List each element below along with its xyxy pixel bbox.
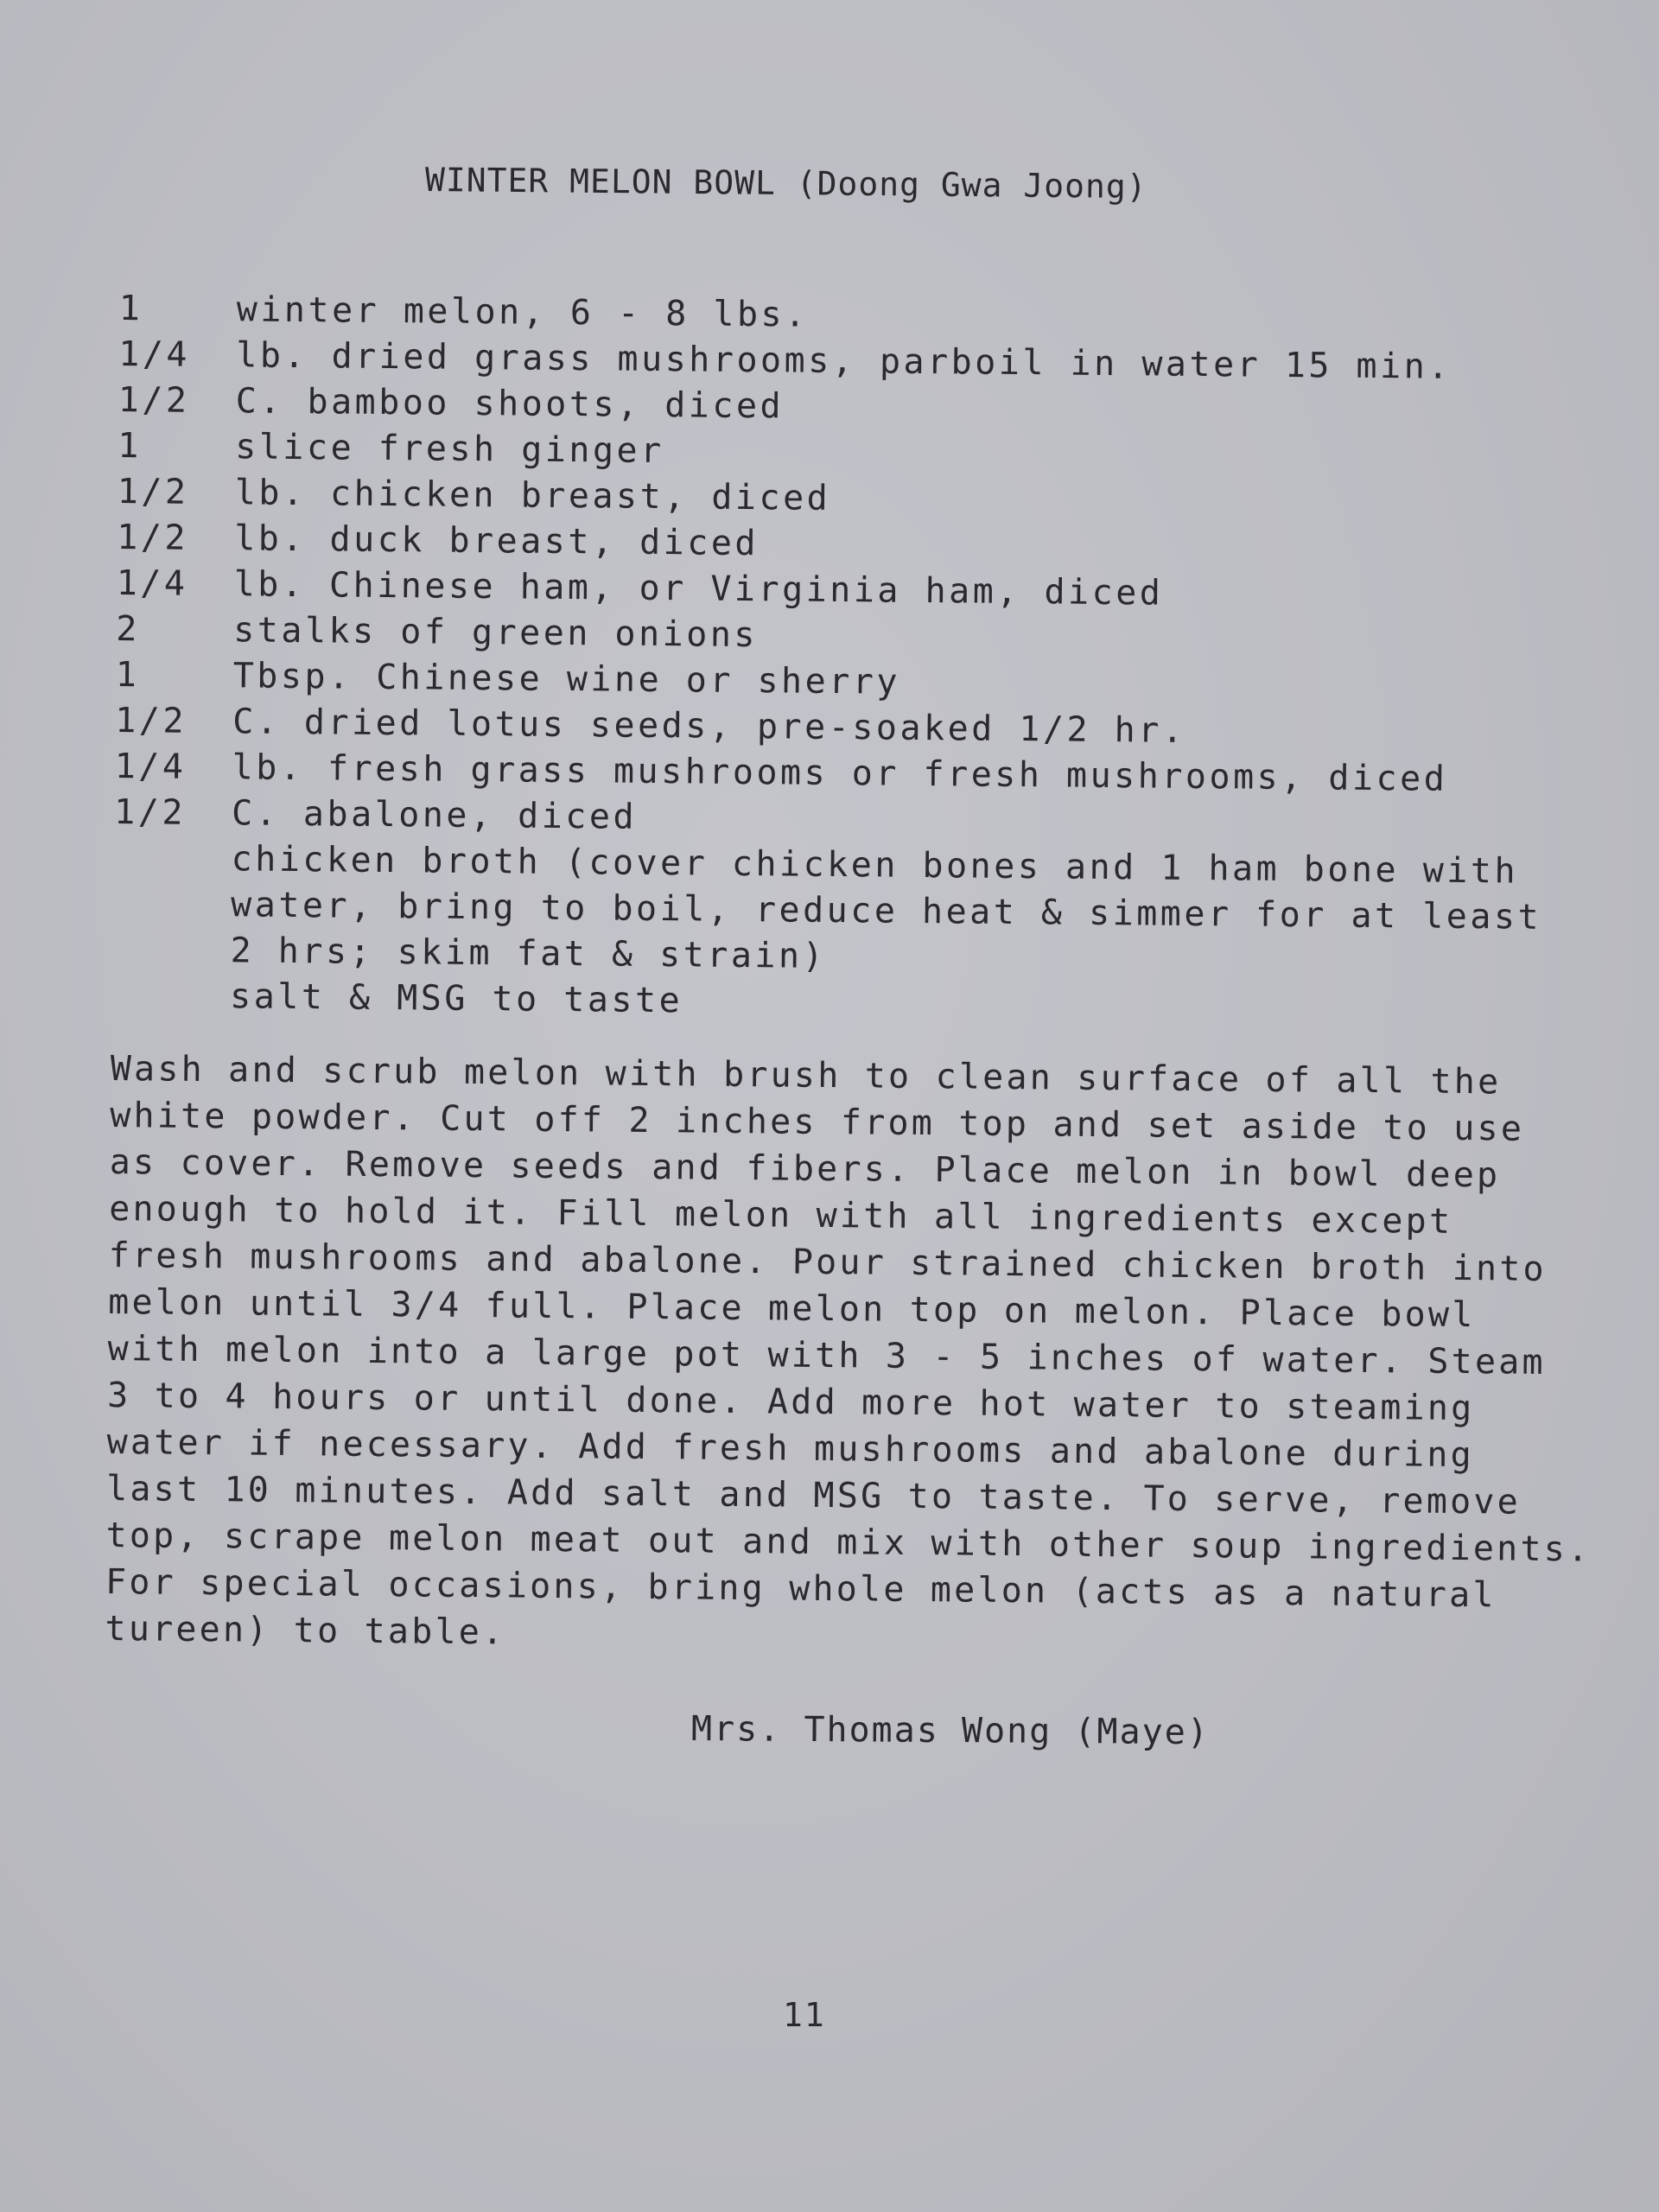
directions-line: For special occasions, bring whole melon (acts as a natural xyxy=(105,1561,1497,1616)
directions-line: enough to hold it. Fill melon with all ingredients except xyxy=(109,1188,1453,1242)
ingredient-item: slice fresh ginger xyxy=(235,427,664,472)
ingredient-quantity: 1/2 xyxy=(113,791,187,833)
ingredient-item: lb. dried grass mushrooms, parboil in water 15 min. xyxy=(236,335,1452,387)
directions-line: top, scrape melon meat out and mix with other soup ingredients. xyxy=(105,1515,1592,1570)
recipe-attribution: Mrs. Thomas Wong (Maye) xyxy=(690,1709,1211,1753)
broth-ingredient-line: water, bring to boil, reduce heat & simmer for at least xyxy=(230,885,1542,938)
ingredient-list xyxy=(112,289,1588,1035)
ingredient-quantity: 1/4 xyxy=(116,563,188,604)
directions-line: Wash and scrub melon with brush to clean surface of all the xyxy=(110,1049,1502,1103)
directions-line: fresh mushrooms and abalone. Pour strained chicken broth into xyxy=(108,1235,1548,1289)
directions-line: water if necessary. Add fresh mushrooms and abalone during xyxy=(106,1421,1475,1476)
recipe-directions xyxy=(105,1049,1631,1670)
directions-line: as cover. Remove seeds and fibers. Place melon in bowl deep xyxy=(109,1141,1501,1196)
ingredient-item: C. dried lotus seeds, pre-soaked 1/2 hr. xyxy=(232,702,1186,751)
ingredient-item: C. abalone, diced xyxy=(231,793,638,837)
ingredient-quantity: 1 xyxy=(118,425,143,467)
ingredient-quantity: 1 xyxy=(118,289,143,329)
ingredient-quantity: 1/2 xyxy=(117,471,189,512)
recipe-title: WINTER MELON BOWL (Doong Gwa Joong) xyxy=(424,161,1147,207)
ingredient-quantity: 1/4 xyxy=(118,334,191,375)
seasoning-ingredient-line: salt & MSG to taste xyxy=(229,976,683,1021)
ingredient-quantity: 1/4 xyxy=(114,746,187,787)
ingredient-item: lb. chicken breast, diced xyxy=(234,473,831,518)
ingredient-quantity: 1/2 xyxy=(118,379,190,421)
ingredient-item: lb. fresh grass mushrooms or fresh mushrooms, diced xyxy=(232,747,1448,799)
ingredient-item: lb. Chinese ham, or Virginia ham, diced xyxy=(233,564,1164,613)
directions-line: 3 to 4 hours or until done. Add more hot water to steaming xyxy=(106,1375,1475,1429)
ingredient-item: winter melon, 6 - 8 lbs. xyxy=(236,289,809,335)
ingredient-quantity: 1/2 xyxy=(117,517,189,558)
broth-ingredient-line: 2 hrs; skim fat & strain) xyxy=(230,931,827,976)
ingredient-item: lb. duck breast, diced xyxy=(234,518,760,564)
directions-line: white powder. Cut off 2 inches from top and set aside to use xyxy=(110,1095,1525,1149)
directions-line: with melon into a large pot with 3 - 5 inches of water. Steam xyxy=(107,1328,1547,1382)
directions-line: last 10 minutes. Add salt and MSG to taste. To serve, remove xyxy=(105,1468,1522,1522)
broth-ingredient-line: chicken broth (cover chicken bones and 1 ham bone with xyxy=(231,839,1519,892)
ingredient-item: C. bamboo shoots, diced xyxy=(235,381,785,427)
directions-line: melon until 3/4 full. Place melon top on melon. Place bowl xyxy=(107,1281,1476,1336)
ingredient-item: Tbsp. Chinese wine or sherry xyxy=(232,656,901,702)
ingredient-quantity: 1/2 xyxy=(114,700,188,741)
ingredient-quantity: 1 xyxy=(115,654,140,696)
ingredient-item: stalks of green onions xyxy=(232,610,759,656)
directions-line: tureen) to table. xyxy=(105,1608,506,1653)
page-number: 11 xyxy=(783,1996,826,2034)
ingredient-quantity: 2 xyxy=(115,608,141,650)
